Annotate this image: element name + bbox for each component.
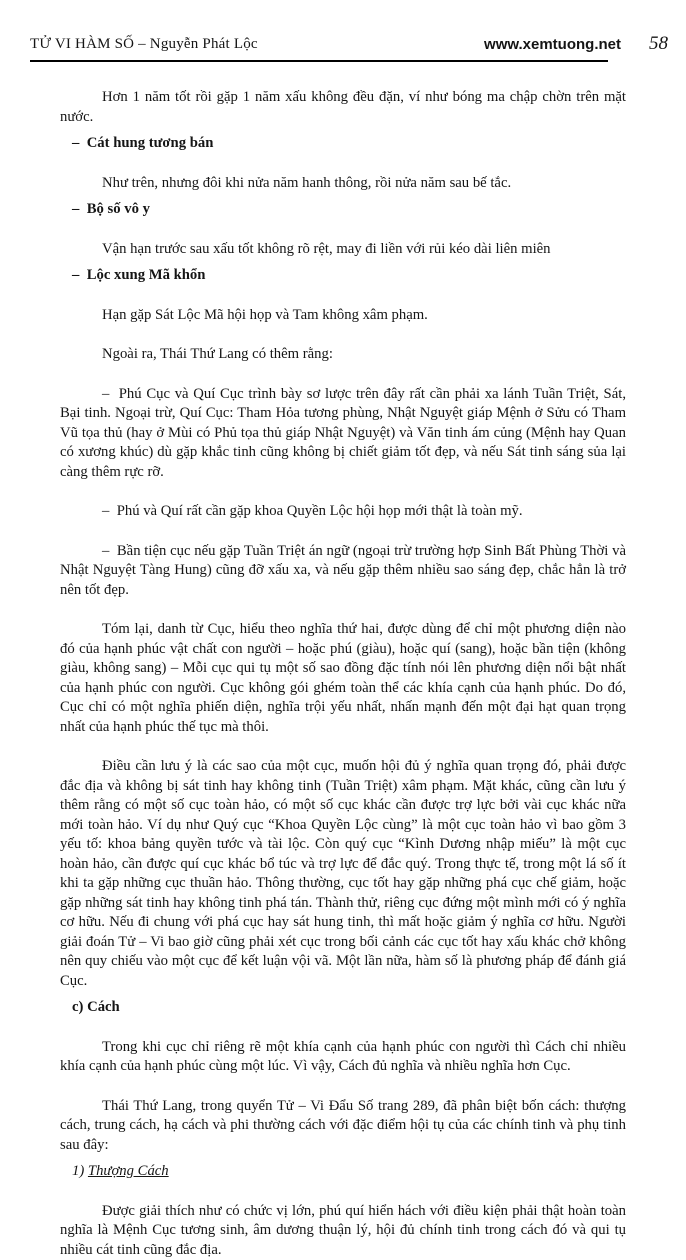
- subsection-title: Thượng Cách: [88, 1163, 169, 1179]
- bullet-heading: – Bộ số vô y: [30, 200, 656, 220]
- page-header: [0, 0, 686, 53]
- book-title: TỬ VI HÀM SỐ – Nguyễn Phát Lộc: [30, 36, 258, 53]
- subsection-number: 1): [72, 1163, 88, 1179]
- paragraph: Điều cần lưu ý là các sao của một cục, muốn hội đủ ý nghĩa quan trọng đó, phải được đắc địa và không bị sát tinh hay không tinh (Tuần Triệt) xâm phạm. Mặt khác, cũng cần lưu ý thêm rằng có một số cục toàn hảo, có một số cục khác cần được trợ lực bởi vài cục khác nữa mới toàn hảo. Ví dụ như Quý cục “Khoa Quyền Lộc cùng” là một cục toàn hảo vì bao gồm 3 yếu tố: khoa bảng quyền tước và tài lộc. Còn quý cục “Kình Dương nhập miếu” là một cục hoàn hảo, cần được quí cục khác bổ túc và trợ lực để đắc quý. Trong thực tế, trong một lá số ít khi ta gặp những cục thuần hảo. Thông thường, cục tốt hay gặp những phá cục chế giảm, hoặc gặp những sát tinh hay không tinh phá tán. Thành thử, riêng cục đứng một mình mới có ý nghĩa cơ hữu. Nếu đi chung với phá cục hay sát hung tinh, thì mất hoặc giảm ý nghĩa cơ hữu. Người giải đoán Tử – Vi bao giờ cũng phải xét cục trong bối cảnh các cục tốt hay xấu khác chở không nên quy chiếu vào một cục để kết luận vội vã. Một lần nữa, hàm số là phương pháp để đánh giá Cục.: [30, 744, 656, 991]
- paragraph: Hạn gặp Sát Lộc Mã hội họp và Tam không xâm phạm.: [30, 293, 656, 326]
- paragraph: Hơn 1 năm tốt rồi gặp 1 năm xấu không đều đặn, ví như bóng ma chập chờn trên mặt nước.: [30, 75, 656, 127]
- page-number: 58: [649, 34, 668, 53]
- subsection-heading: [30, 1162, 656, 1182]
- paragraph: – Phú Cục và Quí Cục trình bày sơ lược trên đây rất cần phải xa lánh Tuần Triệt, Sát, Bại tinh. Ngoại trừ, Quí Cục: Tham Hỏa tương phùng, Nhật Nguyệt giáp Mệnh ở Sửu có Tham Vũ tọa thủ (hay ở Mùi có Phủ tọa thủ giáp Nhật Nguyệt) và Văn tinh ám củng (Mệnh hay Quan có xương khúc) dù gặp khắc tinh cũng không bị chiết giảm tốt đẹp, và nếu Sát tinh sáng sủa lại càng thêm rực rỡ.: [30, 372, 656, 483]
- section-heading: c) Cách: [30, 998, 656, 1018]
- paragraph: Ngoài ra, Thái Thứ Lang có thêm rằng:: [30, 332, 656, 365]
- paragraph: Được giải thích như có chức vị lớn, phú quí hiển hách với điều kiện phải thật hoàn toàn nghĩa là Mệnh Cục tương sinh, âm dương thuận lý, hội đủ chính tinh trong cách đó và qui tụ nhiều cát tinh cũng đắc địa.: [30, 1189, 656, 1260]
- page-body: [0, 62, 686, 1260]
- paragraph: – Bần tiện cục nếu gặp Tuần Triệt án ngữ (ngoại trừ trường hợp Sinh Bất Phùng Thời và Nhật Nguyệt Tàng Hung) cũng đỡ xấu xa, và nếu gặp thêm nhiều sao sáng đẹp, chắc hẳn là trở nên tốt đẹp.: [30, 529, 656, 601]
- paragraph: Trong khi cục chỉ riêng rẽ một khía cạnh của hạnh phúc con người thì Cách chỉ nhiều khía cạnh của hạnh phúc cùng một lúc. Vì vậy, Cách đủ nghĩa và nhiều nghĩa hơn Cục.: [30, 1025, 656, 1077]
- paragraph: Như trên, nhưng đôi khi nửa năm hanh thông, rồi nửa năm sau bế tắc.: [30, 161, 656, 194]
- bullet-heading: – Lộc xung Mã khổn: [30, 266, 656, 286]
- paragraph: Thái Thứ Lang, trong quyển Tử – Vi Đẩu Số trang 289, đã phân biệt bốn cách: thượng cách, trung cách, hạ cách và phi thường cách với đặc điểm hội tụ của các chính tinh và phụ tinh sau đây:: [30, 1084, 656, 1156]
- paragraph: – Phú và Quí rất cần gặp khoa Quyền Lộc hội họp mới thật là toàn mỹ.: [30, 489, 656, 522]
- website-watermark: www.xemtuong.net: [484, 36, 649, 53]
- bullet-heading: – Cát hung tương bán: [30, 134, 656, 154]
- paragraph: Tóm lại, danh từ Cục, hiểu theo nghĩa thứ hai, được dùng để chỉ một phương diện nào đó của hạnh phúc vật chất con người – hoặc phú (giàu), hoặc quí (sang), hoặc bần tiện (không giàu, không sang) – Mỗi cục qui tụ một số sao đồng đặc tính nói lên phương diện nổi bật nhất của hạnh phúc con người. Cục không gói ghém toàn thể các khía cạnh của hạnh phúc. Do đó, Cục chỉ có một nghĩa phiến diện, nghĩa trội yếu nhất, nhấn mạnh đến một đại hạt quan trọng nhất của hạnh phúc thế tục mà thôi.: [30, 607, 656, 737]
- paragraph: Vận hạn trước sau xấu tốt không rõ rệt, may đi liền với rủi kéo dài liên miên: [30, 227, 656, 260]
